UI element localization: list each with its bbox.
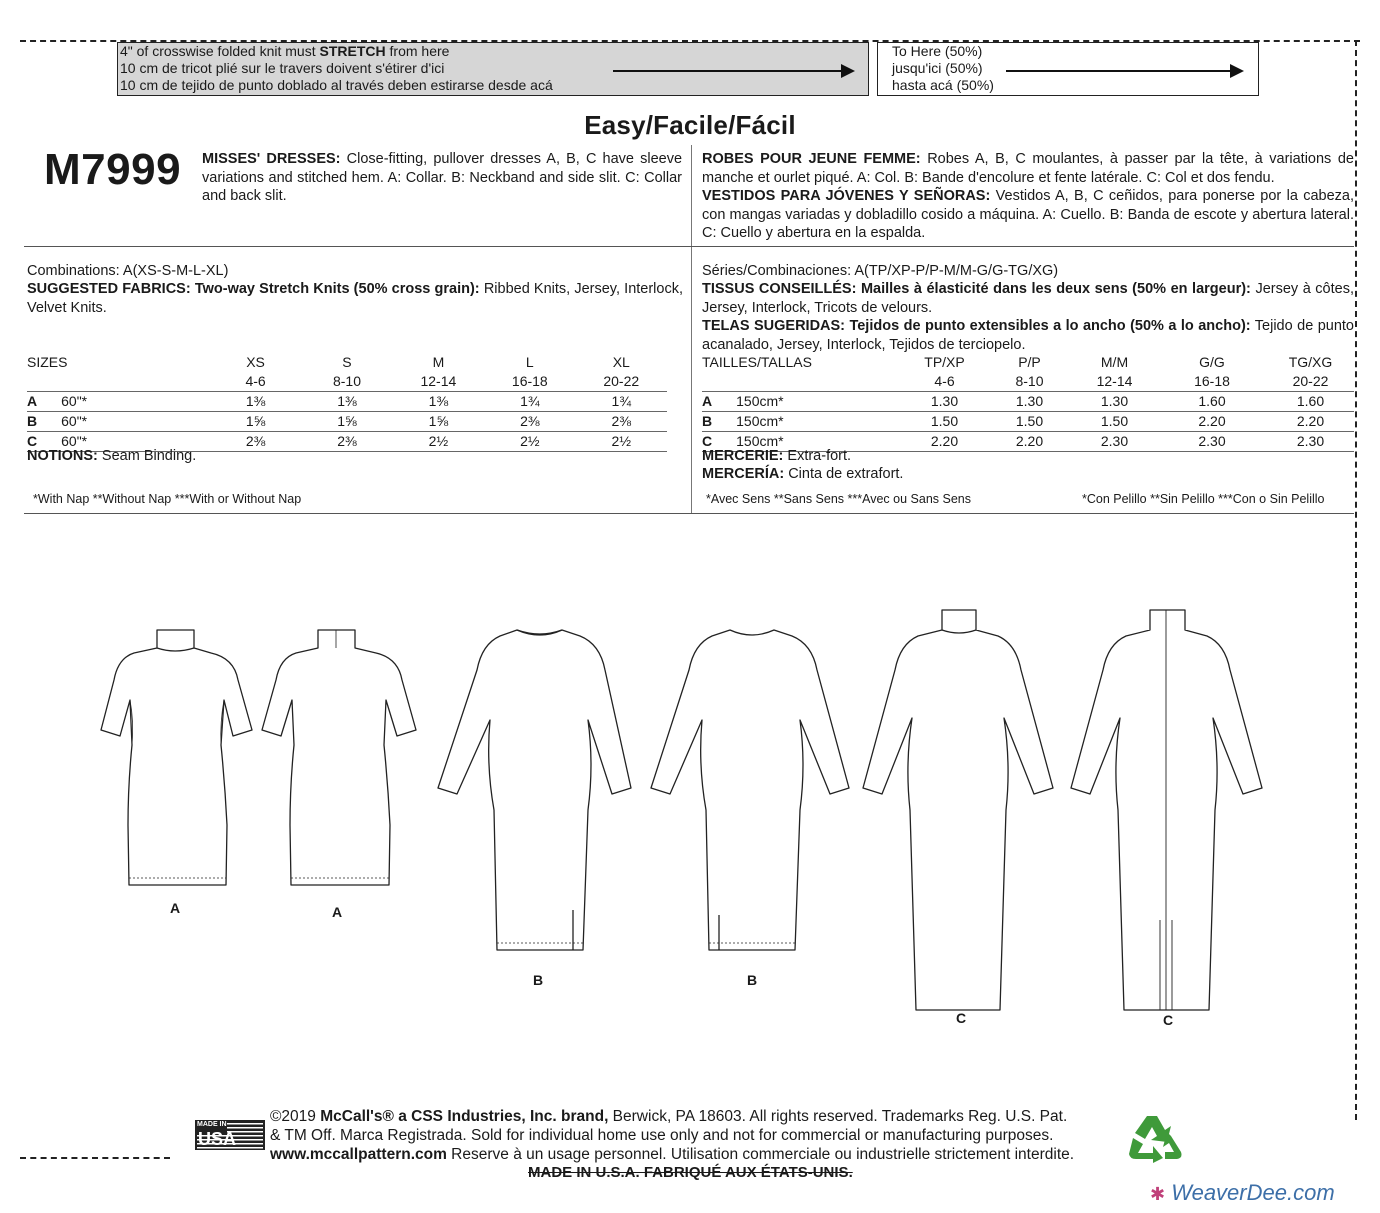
size-range: 16-18 <box>484 372 575 392</box>
stretch-gauge-start <box>117 42 869 96</box>
gauge-right-line-2: jusqu'ici (50%) <box>892 60 983 76</box>
view-b-back-drawing <box>651 630 849 950</box>
gauge-line-3: 10 cm de tejido de punto doblado al través deben estirarse desde acá <box>120 77 553 93</box>
size-range: 20-22 <box>1267 372 1354 392</box>
gauge-right-line-1: To Here (50%) <box>892 43 983 59</box>
view-c-back-drawing <box>1071 610 1262 1010</box>
gauge-right-line-3: hasta acá (50%) <box>892 77 994 93</box>
gauge-arrow-left <box>613 70 853 72</box>
copyright-line-2: & TM Off. Marca Registrada. Sold for individual home use only and not for commercial or manufacturing purposes. <box>270 1127 1054 1144</box>
fabrics-fr: TISSUS CONSEILLÉS: Mailles à élasticité dans les deux sens (50% en largeur): Jersey à côtes, Jersey, Interlock, Tricots de velours. <box>702 281 1354 316</box>
view-a-front-label: A <box>170 900 181 916</box>
garment-illustrations <box>0 590 1380 1030</box>
description-es: VESTIDOS PARA JÓVENES Y SEÑORAS: Vestidos A, B, C ceñidos, para ponerse por la cabeza, con mangas variadas y dobladillo cosido a máquina. A: Cuello. B: Banda de escote y abertura lateral. C: Cuello y abertura en la espalda. <box>702 188 1354 241</box>
combinations-fr-es: Séries/Combinaciones: A(TP/XP-P/P-M/M-G/G-TG/XG) <box>702 263 1059 279</box>
recycle-icon <box>1127 1112 1183 1164</box>
gauge-line-2: 10 cm de tricot plié sur le travers doivent s'étirer d'ici <box>120 60 445 76</box>
size-range: 12-14 <box>1072 372 1157 392</box>
size-label: TG/XG <box>1288 354 1333 370</box>
view-b-front-label: B <box>533 972 544 988</box>
table-row: B 150cm* 1.50 1.50 1.50 2.20 2.20 <box>702 412 1354 432</box>
size-label: TP/XP <box>924 354 965 370</box>
view-c-front-label: C <box>956 1010 967 1026</box>
size-table-header: SIZES <box>27 354 68 370</box>
website-link[interactable]: www.mccallpattern.com <box>270 1146 447 1163</box>
size-label: M/M <box>1100 354 1129 370</box>
notions-en: NOTIONS: Seam Binding. <box>27 448 197 464</box>
size-range: 20-22 <box>576 372 667 392</box>
fabrics-en: SUGGESTED FABRICS: Two-way Stretch Knits (50% cross grain): Ribbed Knits, Jersey, Interlock, Velvet Knits. <box>27 281 683 316</box>
size-range: 8-10 <box>987 372 1072 392</box>
view-b-back-label: B <box>747 972 758 988</box>
header-divider <box>24 246 1354 247</box>
copyright-line-1: ©2019 McCall's® a CSS Industries, Inc. brand, Berwick, PA 18603. All rights reserved. Trademarks Reg. U.S. Pat. <box>270 1108 1068 1125</box>
notes-divider <box>24 513 1354 514</box>
size-label: XS <box>246 354 265 370</box>
made-in-usa-badge <box>195 1120 265 1150</box>
copyright-line-3: www.mccallpattern.com Reserve à un usage personnel. Utilisation commerciale ou industrielle strictement interdite. <box>270 1146 1075 1163</box>
badge-made-in: MADE IN <box>197 1121 227 1128</box>
watermark-logo-icon: ✱ <box>1150 1184 1166 1204</box>
size-label: L <box>525 354 534 370</box>
table-row: A 60"* 1⅜ 1⅜ 1⅜ 1¾ 1¾ <box>27 392 667 412</box>
view-a-back-label: A <box>332 904 343 920</box>
size-range: 4-6 <box>210 372 301 392</box>
size-range: 12-14 <box>393 372 484 392</box>
badge-usa: USA <box>198 1129 237 1149</box>
view-a-front-drawing <box>101 630 252 885</box>
combinations-en: Combinations: A(XS-S-M-L-XL) <box>27 263 229 279</box>
view-c-front-drawing <box>863 610 1053 1010</box>
size-range: 4-6 <box>902 372 987 392</box>
fabrics-es: TELAS SUGERIDAS: Tejidos de punto extensibles a lo ancho (50% a lo ancho): Tejido de punto acanalado, Jersey, Interlock, Tejidos de terciopelo. <box>702 318 1354 353</box>
size-label: P/P <box>1018 354 1041 370</box>
size-range: 8-10 <box>301 372 392 392</box>
table-row: C 60"* 2⅜ 2⅜ 2½ 2½ 2½ <box>27 432 667 452</box>
table-row: A 150cm* 1.30 1.30 1.30 1.60 1.60 <box>702 392 1354 412</box>
table-row: C 150cm* 2.20 2.20 2.30 2.30 2.30 <box>702 432 1354 452</box>
view-b-front-drawing <box>438 630 631 950</box>
column-divider <box>691 145 692 513</box>
cut-line-bottom-left <box>20 1157 170 1159</box>
size-range: 16-18 <box>1157 372 1267 392</box>
difficulty-heading: Easy/Facile/Fácil <box>584 110 796 140</box>
size-table-en <box>27 353 667 452</box>
table-row: B 60"* 1⅝ 1⅝ 1⅝ 2⅜ 2⅜ <box>27 412 667 432</box>
size-label: S <box>342 354 352 370</box>
stretch-gauge-end <box>877 42 1259 96</box>
size-label: G/G <box>1199 354 1225 370</box>
nap-note-fr: *Avec Sens **Sans Sens ***Avec ou Sans Sens <box>706 492 971 506</box>
gauge-arrow-right <box>1006 70 1242 72</box>
description-fr: ROBES POUR JEUNE FEMME: Robes A, B, C moulantes, à passer par la tête, à variations de manche et ourlet piqué. A: Col. B: Bande d'encolure et fente latérale. C: Col et dos fendu. <box>702 151 1354 186</box>
nap-note-en: *With Nap **Without Nap ***With or Without Nap <box>33 492 302 506</box>
copyright-block <box>270 1107 1074 1164</box>
watermark: ✱ WeaverDee.com <box>1150 1180 1335 1205</box>
size-table-header: TAILLES/TALLAS <box>702 354 812 370</box>
notions-es: MERCERÍA: Cinta de extrafort. <box>702 466 904 482</box>
view-a-back-drawing <box>262 630 416 885</box>
size-label: XL <box>612 354 630 370</box>
gauge-line-1: 4" of crosswise folded knit must STRETCH from here <box>120 43 450 59</box>
view-c-back-label: C <box>1163 1012 1174 1028</box>
size-label: M <box>432 354 445 370</box>
description-en: MISSES' DRESSES: Close-fitting, pullover dresses A, B, C have sleeve variations and stitched hem. A: Collar. B: Neckband and side slit. C: Collar and back slit. <box>202 151 683 204</box>
nap-note-es: *Con Pelillo **Sin Pelillo ***Con o Sin Pelillo <box>1082 492 1325 506</box>
size-table-metric <box>702 353 1354 452</box>
pattern-number: M7999 <box>44 145 182 194</box>
notions-fr: MERCERIE: Extra-fort. <box>702 448 852 464</box>
made-in-usa-text: MADE IN U.S.A. FABRIQUÉ AUX ÉTATS-UNIS. <box>528 1164 853 1181</box>
